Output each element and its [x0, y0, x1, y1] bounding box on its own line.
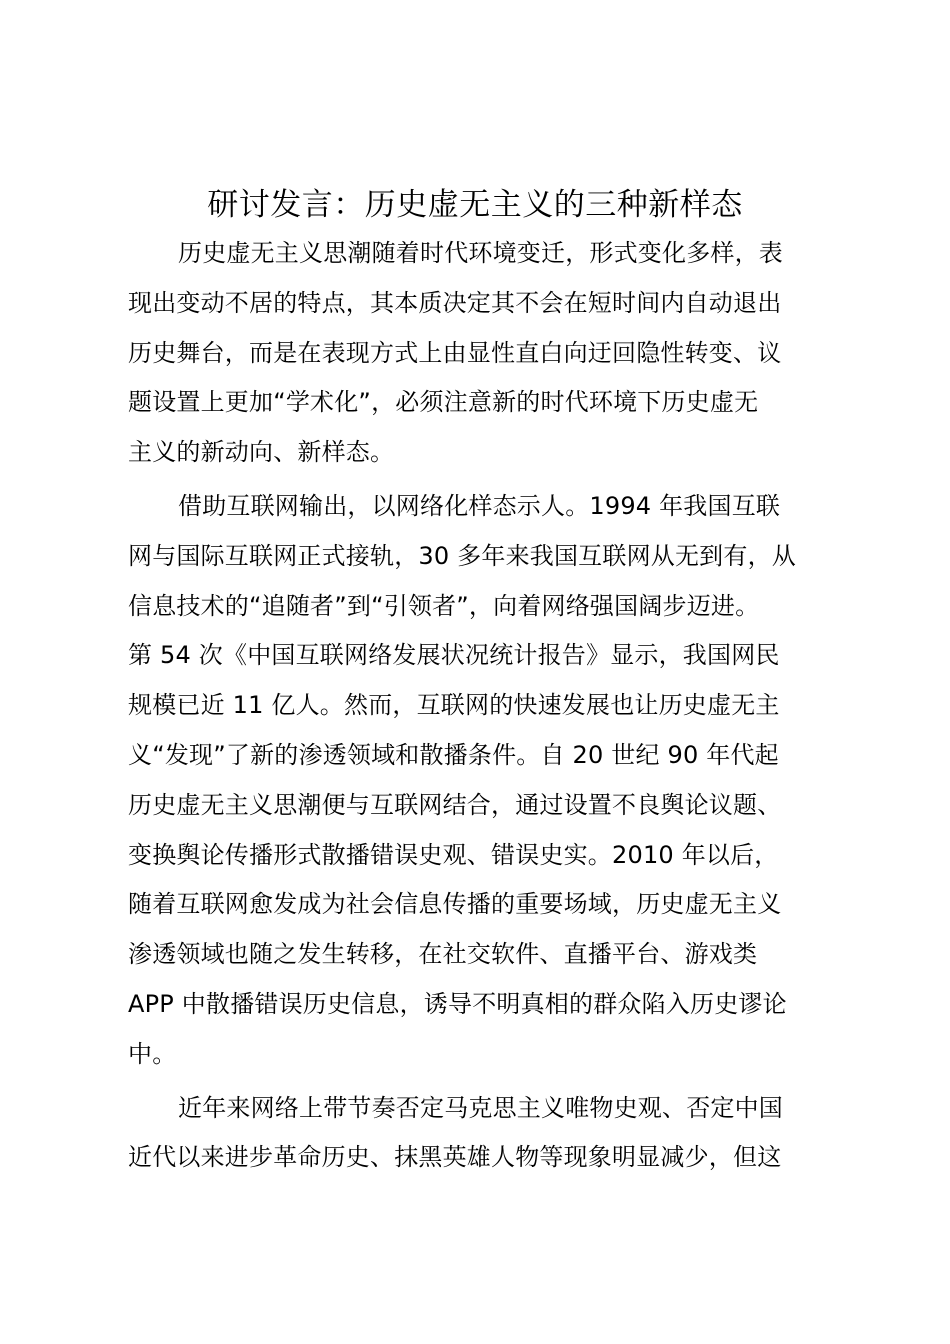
- paragraph-line: 历史虚无主义思潮随着时代环境变迁，形式变化多样，表: [178, 239, 783, 267]
- paragraph-line: 随着互联网愈发成为社会信息传播的重要场域，历史虚无主义: [128, 890, 782, 919]
- paragraph-line: APP 中散播错误历史信息，诱导不明真相的群众陷入历史谬论: [128, 989, 787, 1018]
- document-body: [128, 229, 838, 1187]
- document-title: 研讨发言：历史虚无主义的三种新样态: [207, 187, 743, 223]
- paragraph-line: 题设置上更加“学术化”，必须注意新的时代环境下历史虚无: [128, 388, 759, 417]
- paragraph-line: 网与国际互联网正式接轨，30 多年来我国互联网从无到有，从: [128, 541, 796, 570]
- paragraph-line: 历史舞台，而是在表现方式上由显性直白向迂回隐性转变、议: [128, 338, 782, 367]
- paragraph-2: [128, 482, 838, 1080]
- paragraph-line: 信息技术的“追随者”到“引领者”，向着网络强国阔步迈进。: [128, 591, 760, 620]
- paragraph-line: 历史虚无主义思潮便与互联网结合，通过设置不良舆论议题、: [128, 790, 782, 819]
- paragraph-line: 近年来网络上带节奏否定马克思主义唯物史观、否定中国: [178, 1093, 783, 1122]
- paragraph-line: 中。: [128, 1039, 177, 1068]
- paragraph-3: [128, 1084, 838, 1184]
- paragraph-line: 现出变动不居的特点，其本质决定其不会在短时间内自动退出: [128, 288, 782, 317]
- paragraph-line: 变换舆论传播形式散播错误史观、错误史实。2010 年以后，: [128, 840, 779, 869]
- paragraph-line: 义“发现”了新的渗透领域和散播条件。自 20 世纪 90 年代起: [128, 740, 779, 769]
- paragraph-line: 借助互联网输出，以网络化样态示人。1994 年我国互联: [178, 491, 781, 520]
- paragraph-line: 渗透领域也随之发生转移，在社交软件、直播平台、游戏类: [128, 940, 758, 969]
- paragraph-line: 第 54 次《中国互联网络发展状况统计报告》显示，我国网民: [128, 641, 780, 670]
- paragraph-1: [128, 229, 838, 478]
- paragraph-line: 主义的新动向、新样态。: [128, 438, 395, 467]
- paragraph-line: 近代以来进步革命历史、抹黑英雄人物等现象明显减少，但这: [128, 1143, 782, 1172]
- paragraph-line: 规模已近 11 亿人。然而，互联网的快速发展也让历史虚无主: [128, 691, 780, 720]
